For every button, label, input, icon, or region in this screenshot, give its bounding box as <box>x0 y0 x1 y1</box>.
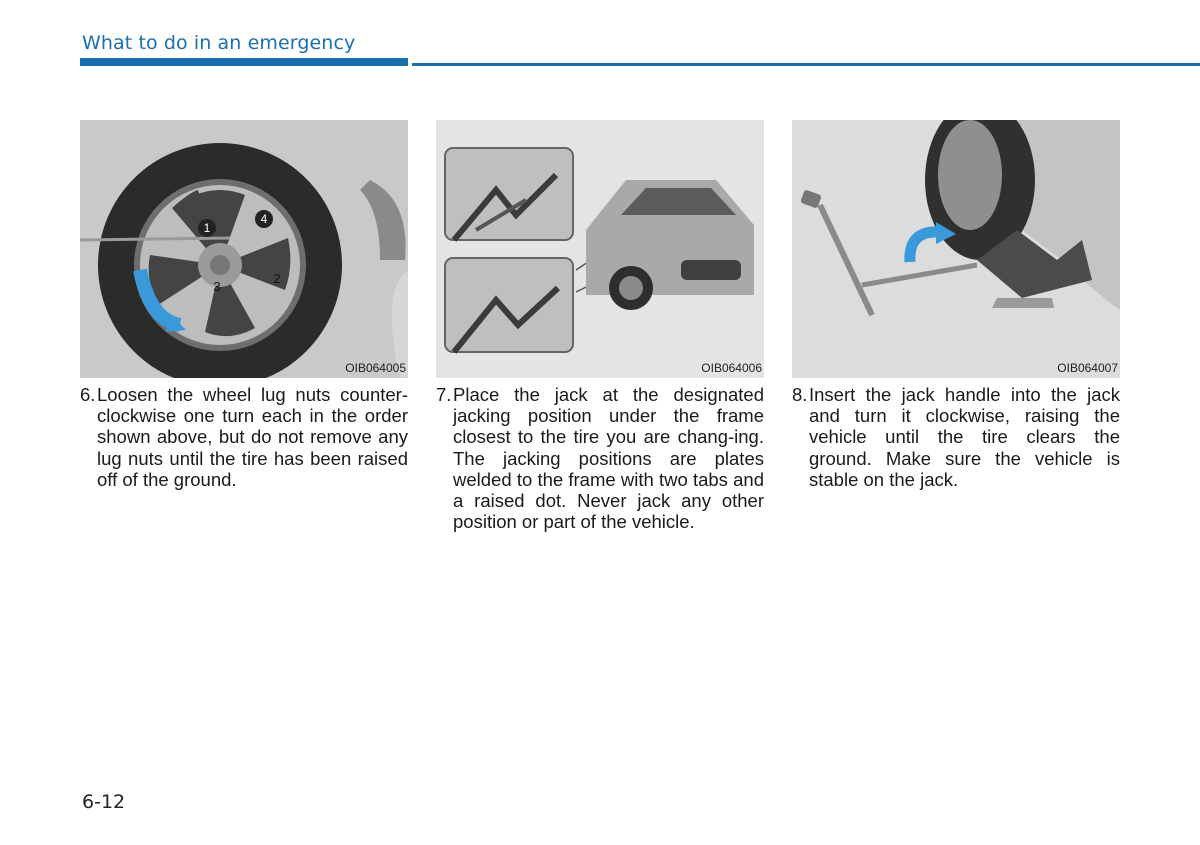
wheel-illustration <box>80 120 408 378</box>
figure-code: OIB064006 <box>701 361 762 375</box>
step-number: 8. <box>792 384 808 405</box>
figure-jack-position <box>436 120 764 378</box>
lug-nut-callout-2: 2 <box>273 271 281 286</box>
lug-nut-callout-3: 3 <box>213 279 221 294</box>
lug-nut-callout-1: 1 <box>198 219 216 237</box>
figure-code: OIB064005 <box>345 361 406 375</box>
figure-jack-handle <box>792 120 1120 378</box>
rotation-arrow-icon <box>900 222 960 272</box>
figure-code: OIB064007 <box>1057 361 1118 375</box>
section-title: What to do in an emergency <box>82 32 356 54</box>
step-text: Loosen the wheel lug nuts counter-clockwise one turn each in the order shown above, but do not remove any lug nuts until the tire has been raised off of the ground. <box>97 384 408 490</box>
step-text: Place the jack at the designated jacking position under the frame closest to the tire you are chang-ing. The jacking positions are plates welded to the frame with two tabs and a raised dot. Never jack any other position or part of the vehicle. <box>453 384 764 533</box>
step-text: Insert the jack handle into the jack and turn it clockwise, raising the vehicle until the tire clears the ground. Make sure the vehicle is stable on the jack. <box>809 384 1120 490</box>
header-rule-thin <box>412 63 1200 66</box>
lug-nut-callout-4: 4 <box>255 210 273 228</box>
step-6 <box>80 384 408 490</box>
header-rule-thick <box>80 58 408 66</box>
jack-illustration <box>436 120 764 378</box>
step-8 <box>792 384 1120 490</box>
step-7 <box>436 384 764 532</box>
step-number: 6. <box>80 384 96 405</box>
step-number: 7. <box>436 384 452 405</box>
figure-wheel-lug-nuts <box>80 120 408 378</box>
page-number: 6-12 <box>82 791 126 813</box>
